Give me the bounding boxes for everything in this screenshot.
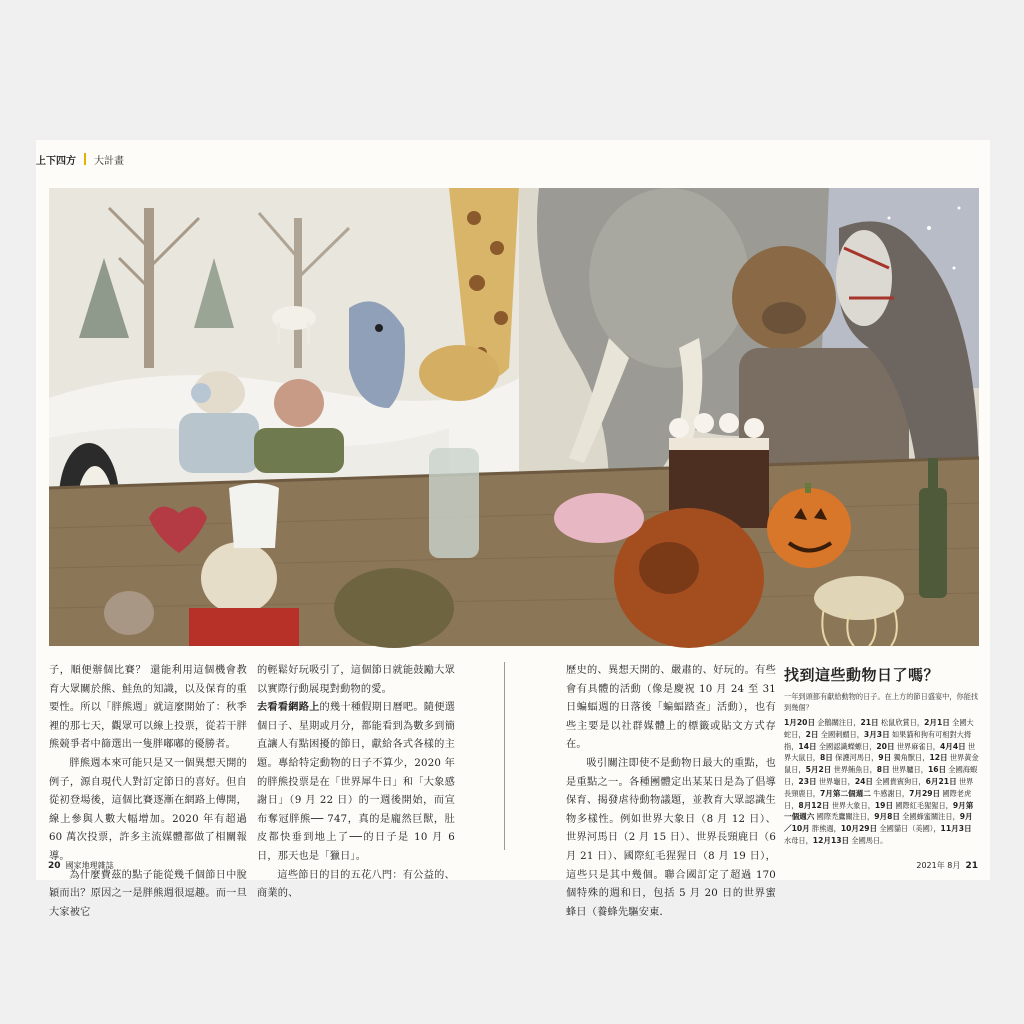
animal-day-name: 企鵝關注日: [815, 718, 854, 727]
animal-day-entry: [813, 836, 880, 845]
animal-day-date: 7月29日: [909, 788, 941, 798]
body-column-3: [566, 662, 776, 922]
animal-day-entry: [806, 730, 857, 739]
animal-day-entry: [855, 777, 919, 786]
paragraph: 的輕鬆好玩吸引了，這個節日就能鼓勵大眾以實際行動展現對動物的愛。: [257, 665, 455, 695]
animal-day-date: 12日: [929, 753, 948, 763]
page-gutter: [504, 662, 505, 850]
animal-day-date: 2日: [805, 729, 819, 739]
animal-day-name: 全國貴賓狗日: [873, 776, 919, 786]
issue-date: 2021年 8月: [916, 861, 961, 870]
animal-day-date: 6月21日: [925, 776, 957, 786]
animal-day-name: 國際紅毛猩猩日: [893, 800, 946, 810]
animal-day-name: 全國海蝦日: [784, 765, 978, 786]
animal-day-name: 獨角獸日: [891, 753, 923, 763]
header-divider: [84, 153, 86, 165]
animal-day-date: 9月第一個週六: [784, 800, 974, 822]
animal-day-name: 世界長頸鹿日: [784, 776, 974, 798]
animal-day-date: 16日: [927, 765, 947, 775]
animal-day-name: 全國刺蝟日: [818, 729, 857, 739]
animal-day-date: 4月4日: [940, 741, 966, 751]
animal-day-date: 9月8日: [874, 812, 900, 822]
animal-day-date: 8月12日: [798, 800, 830, 810]
animal-days-list: 1月20日 企鵝關注日，21日 松鼠欣賞日，2月1日 全國大蛇日，2日 全國刺蝟日，3月3日 如果貓和狗有可相對大拇指，14日 全國認識蠑螈日，20日 世界麻雀日，4月4日 世界大鼠日，8日 保護河馬日，9日 獨角獸日，12日 世界黃金鼠日，5月2日 世界鮪魚日，8日 世界驢日，16日 全國海蝦日，23日 世界龜日，24日 全國貴賓狗日，6月21日 世界長頸鹿日，7月第二個週二 牛感謝日，7月29日 國際老虎日，8月12日 世界大象日，19日 國際紅毛猩猩日，9月第一個週六 國際禿鷹關注日，9月8日 全國蜂蜜關注日，9月／10月 胖熊週，10月29日 全國貓日（美國），11月3日 水母日，12月13日 全國馬日。: [784, 718, 979, 845]
animal-day-name: 全國認識蠑螈日: [816, 741, 870, 751]
animal-day-name: 世界大鼠日: [784, 741, 976, 763]
animal-day-entry: [860, 718, 916, 727]
animal-day-name: 如果貓和狗有可相對大拇指: [784, 729, 972, 751]
lead-in-text: 去看看網路上: [257, 702, 320, 714]
section-title: 上下四方: [36, 155, 76, 167]
animal-day-entry: [806, 765, 870, 774]
animal-day-date: 9月／10月: [784, 812, 973, 834]
footer-right: [916, 860, 978, 871]
paragraph: 胖熊週本來可能只是又一個異想天開的例子，源自現代人對訂定節日的喜好。但自從初登場後，這個比賽逐漸在網路上傳開，線上參與人數大幅增加。2020 年有超過 60 萬次投票，許多主流媒體都做了相關報導。: [49, 757, 247, 862]
animal-day-date: 10月29日: [840, 824, 878, 834]
paragraph: 歷史的、異想天開的、嚴肅的、好玩的。有些會有具體的活動（像是慶祝 10 月 24 至 31 日蝙蝠週的日落後「蝙蝠踏查」活動），也有些主要是以社群媒體上的標籤或貼文方式存在。: [566, 665, 776, 751]
animal-day-entry: [820, 789, 902, 798]
animal-day-name: 全國貓日（美國）: [877, 824, 934, 834]
animal-day-date: 2月1日: [924, 718, 950, 727]
animal-day-date: 24日: [854, 776, 873, 786]
animal-day-entry: [784, 718, 853, 727]
page-number-right: 21: [965, 861, 978, 871]
animal-day-name: 水母日: [784, 835, 806, 845]
animal-day-date: 20日: [876, 741, 895, 751]
animal-day-date: 5月2日: [805, 765, 832, 775]
animal-day-entry: [798, 777, 847, 786]
subsection-title: 大計畫: [94, 155, 124, 167]
animal-day-entry: [874, 812, 952, 821]
animal-day-name: 世界龜日: [816, 776, 848, 786]
animal-day-name: 國際禿鷹關注日: [814, 812, 867, 822]
animal-day-date: 11月3日: [940, 824, 972, 834]
animal-day-name: 世界黃金鼠日: [784, 753, 979, 775]
animal-day-date: 14日: [798, 741, 817, 751]
magazine-spread: [36, 140, 990, 918]
animal-day-date: 9日: [878, 753, 892, 763]
footer-left: [48, 860, 114, 871]
animal-day-name: 保護河馬日: [832, 753, 872, 763]
animal-day-date: 12月13日: [812, 835, 850, 845]
animal-day-entry: [798, 742, 869, 751]
section-header: [36, 148, 124, 170]
animal-day-date: 23日: [798, 776, 817, 786]
sidebar-intro: 一年到頭都有獻給動物的日子。在上方的節日盛宴中，你能找到幾個？: [784, 692, 979, 712]
illustration-art: [49, 188, 979, 646]
animal-day-entry: [876, 742, 932, 751]
animal-day-name: 世界鮪魚日: [831, 765, 870, 775]
animal-day-date: 21日: [860, 718, 879, 727]
body-column-2: [257, 662, 455, 904]
sidebar-title: 找到這些動物日了嗎？: [784, 666, 940, 684]
animal-day-date: 3月3日: [863, 729, 890, 739]
animal-day-name: 全國蜂蜜關注日: [899, 812, 953, 822]
animal-day-name: 牛感謝日: [870, 788, 902, 798]
animal-day-entry: [878, 753, 922, 762]
page-number-left: 20: [48, 861, 61, 871]
paragraph: 吸引關注即使不是動物日最大的重點，也是重點之一。各種團體定出某某日是為了倡導保育、揭發虐待動物議題，並教育大眾認識生物多樣性。例如世界大象日（8 月 12 日）、世界河馬日（2 月 15 日）、世界長頸鹿日（6 月 21 日）、國際紅毛猩猩日（8 月 19 日），這些只是其中幾個。聯合國訂定了超過 170 個特殊的週和日，包括 5 月 20 日的世界蜜蜂日（養蜂先驅安東．: [566, 757, 776, 918]
animal-day-date: 8日: [819, 753, 833, 763]
animal-day-date: 8日: [876, 765, 890, 775]
animal-day-entry: [877, 765, 921, 774]
paragraph: 這些節日的目的五花八門：有公益的、商業的、: [257, 869, 455, 900]
animal-days-sidebar: [784, 664, 980, 847]
animal-day-name: 全國大蛇日: [784, 718, 974, 739]
animal-day-name: 全國馬日: [849, 835, 881, 845]
paragraph: [257, 699, 455, 866]
paragraph-body: 的幾十種假期日曆吧。隨便選個日子、星期或月分，都能看到為數多到簡直讓人有點困擾的節日，獻給各式各樣的主題。專給特定動物的日子不算少，2020 年的胖熊投票是在「世界犀牛日」和「大象感謝日」（9 月 22 日）的一週後開始，而宣布奪冠胖熊── 747，真的是龐然巨獸，肚皮都快垂到地上了──的日子是 10 月 6 日，那天也是「獵日」。: [257, 702, 455, 862]
animal-day-name: 國際老虎日: [784, 788, 972, 810]
animal-feast-illustration: [49, 188, 979, 646]
animal-day-name: 世界麻雀日: [894, 741, 933, 751]
animal-day-name: 松鼠欣賞日: [878, 718, 917, 727]
body-column-1: [49, 662, 247, 922]
paragraph: 為什麼費茲的點子能從幾千個節日中脫穎而出？原因之一是胖熊週很逗趣。而一旦大家被它: [49, 869, 247, 918]
animal-day-entry: [798, 801, 867, 810]
animal-day-entry: [841, 824, 934, 833]
animal-day-entry: [820, 753, 871, 762]
animal-day-name: 世界大象日: [829, 800, 868, 810]
animal-day-date: 19日: [874, 800, 894, 810]
animal-day-name: 世界驢日: [889, 765, 921, 775]
animal-day-date: 1月20日: [784, 718, 816, 727]
animal-day-name: 胖熊週: [809, 824, 834, 834]
animal-day-entry: [875, 801, 946, 810]
magazine-name: 國家地理雜誌: [65, 861, 114, 870]
paragraph: 子，順便辦個比賽？ 還能利用這個機會教育大眾關於熊、鮭魚的知識，以及保育的重要性。所以「胖熊週」就這麼開始了：秋季裡的那七天，觀眾可以線上投票，從若干胖熊競爭者中篩選出一隻胖嘟嘟的優勝者。: [49, 665, 247, 751]
animal-day-date: 7月第二個週二: [819, 788, 871, 798]
